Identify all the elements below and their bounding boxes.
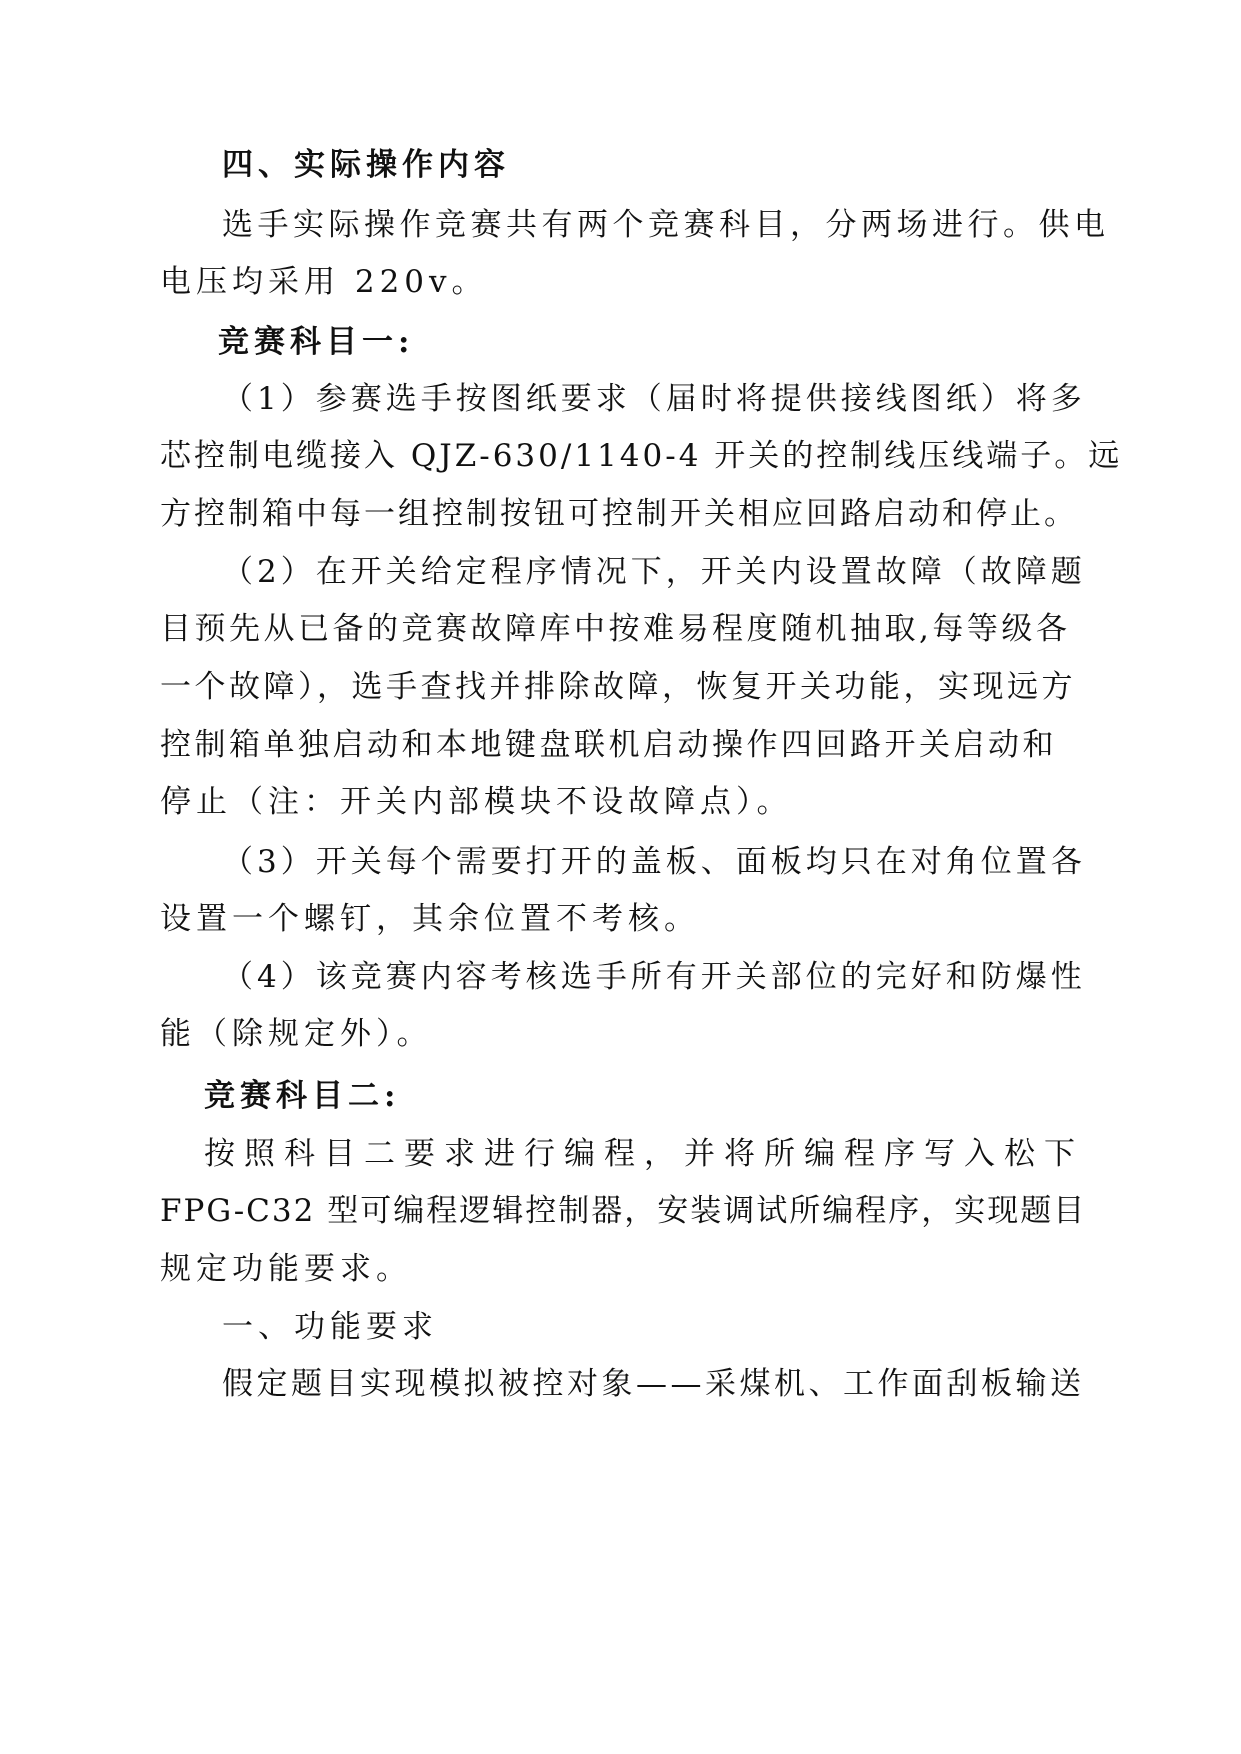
item-4-line: 能（除规定外）。 [160,1016,433,1052]
intro-paragraph-line: 电压均采用 220v。 [160,264,488,300]
item-2-line: 停止（注：开关内部模块不设故障点）。 [160,784,793,820]
item-3-line: （3）开关每个需要打开的盖板、面板均只在对角位置各 [222,844,1086,880]
subject-2-line: 按照科目二要求进行编程，并将所编程序写入松下 [204,1136,1084,1172]
function-heading: 一、功能要求 [222,1309,438,1345]
subject-2-line: FPG-C32 型可编程逻辑控制器，安装调试所编程序，实现题目 [160,1193,1087,1229]
item-1-line: 方控制箱中每一组控制按钮可控制开关相应回路启动和停止。 [160,496,1078,532]
subject-2-line: 规定功能要求。 [160,1251,412,1287]
item-1-line: （1）参赛选手按图纸要求（届时将提供接线图纸）将多 [222,381,1086,417]
item-2-line: 控制箱单独启动和本地键盘联机启动操作四回路开关启动和 [160,727,1057,763]
section-heading: 四、实际操作内容 [222,147,510,183]
item-1-line: 芯控制电缆接入 QJZ-630/1140-4 开关的控制线压线端子。远 [160,438,1123,474]
function-paragraph-line: 假定题目实现模拟被控对象——采煤机、工作面刮板输送 [222,1366,1085,1402]
item-2-line: 目预先从已备的竞赛故障库中按难易程度随机抽取,每等级各 [160,611,1071,647]
item-2-line: （2）在开关给定程序情况下，开关内设置故障（故障题 [222,554,1086,590]
item-3-line: 设置一个螺钉，其余位置不考核。 [160,901,700,937]
subject-2-heading: 竞赛科目二: [204,1078,401,1114]
item-4-line: （4）该竞赛内容考核选手所有开关部位的完好和防爆性 [222,959,1086,995]
intro-paragraph-line: 选手实际操作竞赛共有两个竞赛科目，分两场进行。供电 [222,207,1110,243]
item-2-line: 一个故障），选手查找并排除故障，恢复开关功能，实现远方 [160,669,1076,705]
subject-1-heading: 竞赛科目一: [218,324,415,360]
